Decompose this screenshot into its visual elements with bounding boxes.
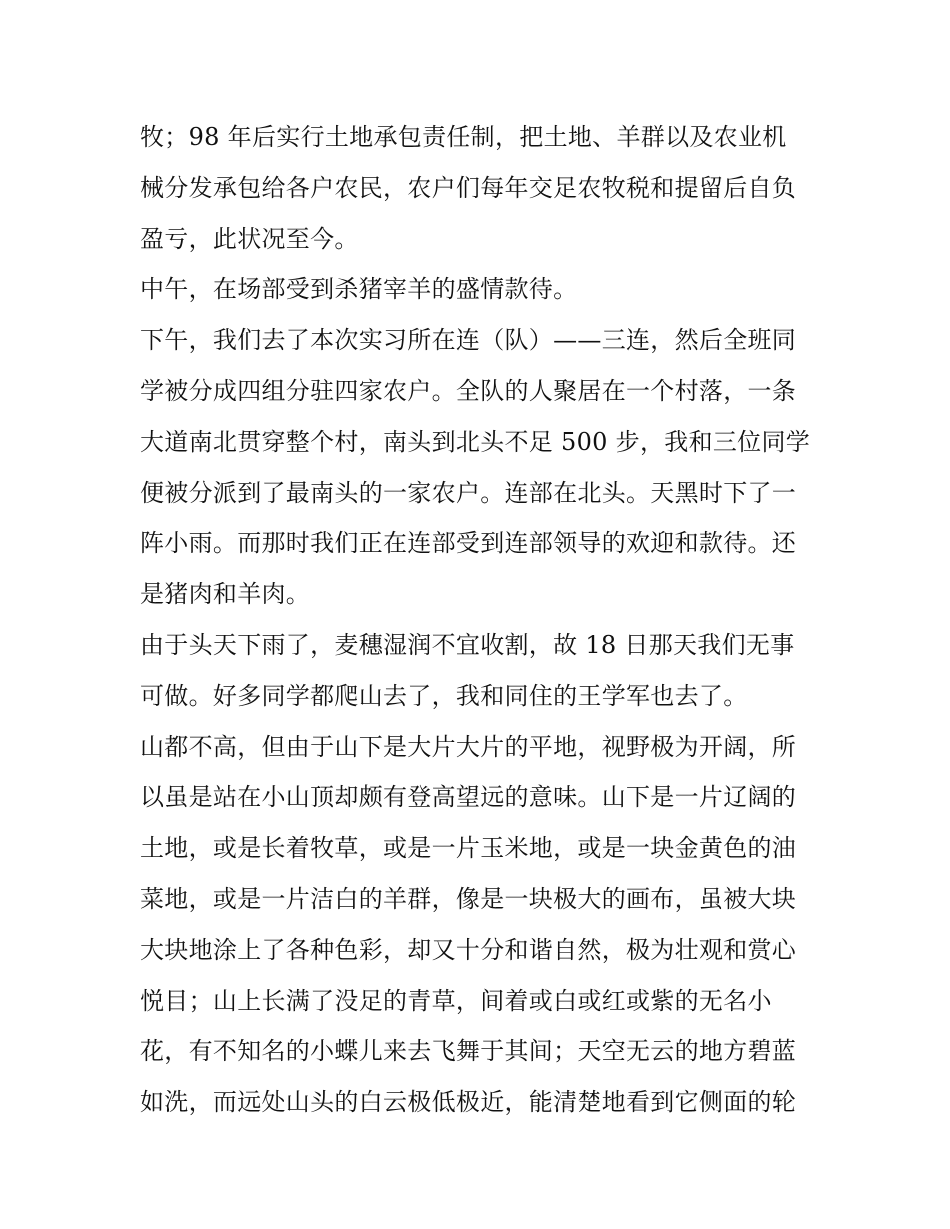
text-line: 山都不高，但由于山下是大片大片的平地，视野极为开阔，所 (140, 732, 797, 761)
text-line: 大道南北贯穿整个村，南头到北头不足 500 步，我和三位同学 (140, 427, 811, 456)
text-line: 便被分派到了最南头的一家农户。连部在北头。天黑时下了一 (140, 478, 797, 507)
text-line: 如洗，而远处山头的白云极低极近，能清楚地看到它侧面的轮 (140, 1088, 797, 1117)
text-line: 械分发承包给各户农民，农户们每年交足农牧税和提留后自负 (140, 173, 797, 202)
text-line: 土地，或是长着牧草，或是一片玉米地，或是一块金黄色的油 (140, 834, 797, 863)
text-line: 下午，我们去了本次实习所在连（队）——三连，然后全班同 (140, 326, 797, 355)
text-line: 学被分成四组分驻四家农户。全队的人聚居在一个村落，一条 (140, 376, 797, 405)
text-line: 大块地涂上了各种色彩，却又十分和谐自然，极为壮观和赏心 (140, 935, 797, 964)
text-line: 牧；98 年后实行土地承包责任制，把土地、羊群以及农业机 (140, 123, 787, 151)
body-text (140, 112, 820, 1128)
text-line: 菜地，或是一片洁白的羊群，像是一块极大的画布，虽被大块 (140, 884, 797, 913)
text-line: 以虽是站在小山顶却颇有登高望远的意味。山下是一片辽阔的 (140, 783, 797, 812)
text-line: 悦目；山上长满了没足的青草，间着或白或红或紫的无名小 (140, 986, 772, 1015)
text-line: 阵小雨。而那时我们正在连部受到连部领导的欢迎和款待。还 (140, 529, 797, 558)
text-line: 盈亏，此状况至今。 (140, 224, 359, 253)
text-line: 由于头天下雨了，麦穗湿润不宜收割，故 18 日那天我们无事 (140, 630, 795, 659)
text-line: 可做。好多同学都爬山去了，我和同住的王学军也去了。 (140, 681, 748, 710)
text-line: 中午，在场部受到杀猪宰羊的盛情款待。 (140, 275, 578, 304)
text-line: 是猪肉和羊肉。 (140, 580, 311, 609)
text-line: 花，有不知名的小蝶儿来去飞舞于其间；天空无云的地方碧蓝 (140, 1037, 797, 1066)
